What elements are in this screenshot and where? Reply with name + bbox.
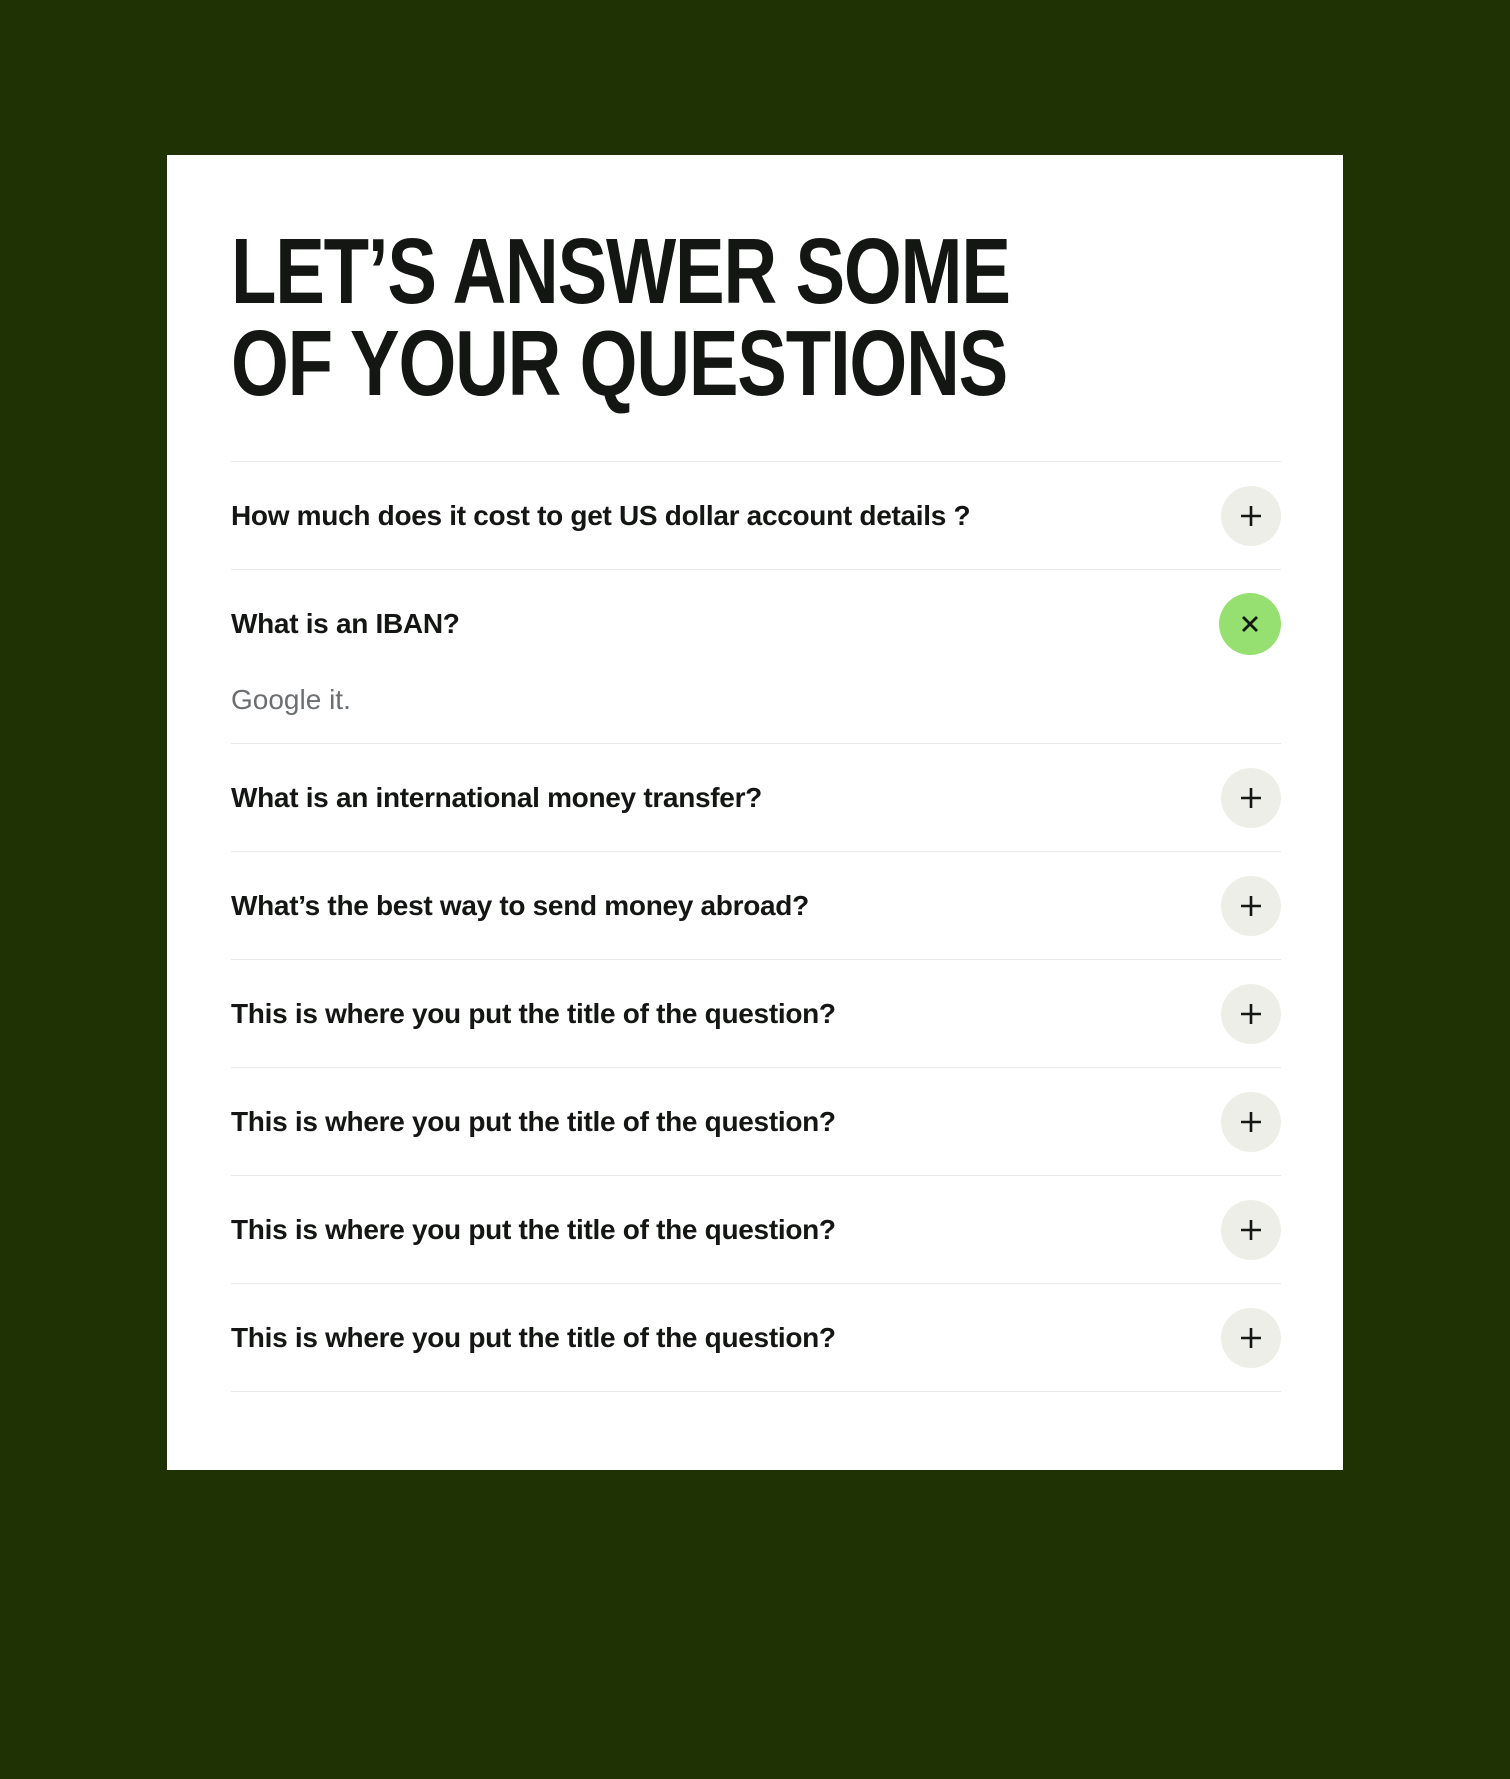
faq-question: This is where you put the title of the question? <box>231 1213 836 1245</box>
close-icon <box>1233 607 1267 641</box>
faq-question: What is an international money transfer? <box>231 781 762 813</box>
page <box>0 155 1510 1779</box>
faq-item-5 <box>231 959 1281 1067</box>
plus-icon <box>1234 889 1268 923</box>
faq-list <box>231 461 1281 1392</box>
faq-question-row-2[interactable] <box>231 570 1281 677</box>
plus-icon <box>1234 1105 1268 1139</box>
faq-item-3 <box>231 743 1281 851</box>
faq-item-2 <box>231 569 1281 743</box>
expand-button[interactable] <box>1221 768 1281 828</box>
faq-answer: Google it. <box>231 684 351 715</box>
faq-card <box>167 155 1343 1470</box>
collapse-button[interactable] <box>1219 593 1281 655</box>
faq-question-row-7[interactable] <box>231 1176 1281 1283</box>
page-title <box>231 219 1281 415</box>
page-title-line-2: OF YOUR QUESTIONS <box>231 311 1008 415</box>
faq-question: This is where you put the title of the question? <box>231 997 836 1029</box>
expand-button[interactable] <box>1221 984 1281 1044</box>
faq-item-4 <box>231 851 1281 959</box>
expand-button[interactable] <box>1221 1308 1281 1368</box>
plus-icon <box>1234 997 1268 1031</box>
plus-icon <box>1234 1321 1268 1355</box>
page-title-line-1: LET’S ANSWER SOME <box>231 219 1010 323</box>
faq-question: What is an IBAN? <box>231 607 460 639</box>
faq-item-7 <box>231 1175 1281 1283</box>
faq-item-1 <box>231 461 1281 569</box>
faq-question-row-5[interactable] <box>231 960 1281 1067</box>
faq-question-row-4[interactable] <box>231 852 1281 959</box>
plus-icon <box>1234 781 1268 815</box>
faq-question-row-3[interactable] <box>231 744 1281 851</box>
faq-question: This is where you put the title of the question? <box>231 1105 836 1137</box>
plus-icon <box>1234 1213 1268 1247</box>
expand-button[interactable] <box>1221 486 1281 546</box>
faq-question: How much does it cost to get US dollar account details ? <box>231 499 971 531</box>
plus-icon <box>1234 499 1268 533</box>
faq-question-row-1[interactable] <box>231 462 1281 569</box>
faq-question: What’s the best way to send money abroad? <box>231 889 809 921</box>
expand-button[interactable] <box>1221 1092 1281 1152</box>
faq-question-row-8[interactable] <box>231 1284 1281 1391</box>
faq-question-row-6[interactable] <box>231 1068 1281 1175</box>
expand-button[interactable] <box>1221 1200 1281 1260</box>
expand-button[interactable] <box>1221 876 1281 936</box>
faq-item-6 <box>231 1067 1281 1175</box>
faq-question: This is where you put the title of the question? <box>231 1321 836 1353</box>
faq-item-8 <box>231 1283 1281 1391</box>
